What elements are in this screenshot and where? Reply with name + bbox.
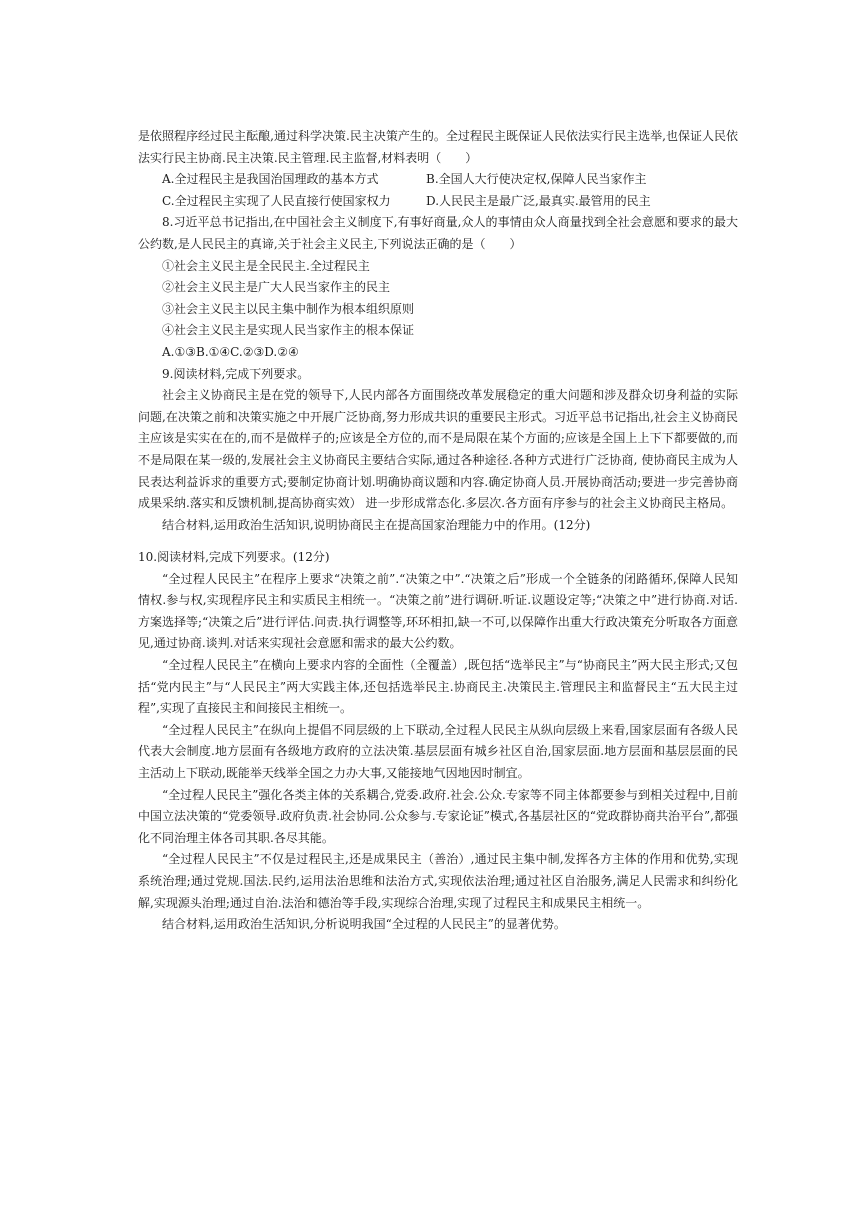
lower-question xyxy=(138,547,738,936)
q8-item-4: ④社会主义民主是实现人民当家作主的根本保证 xyxy=(162,323,415,338)
q9-question: 结合材料,运用政治生活知识,说明协商民主在提高国家治理能力中的作用。(12分) xyxy=(162,517,591,532)
q9-material: 社会主义协商民主是在党的领导下,人民内部各方面围绕改革发展稳定的重大问题和涉及群众切身利益的实际问题,在决策之前和决策实施之中开展广泛协商,努力形成共识的重要民主形式。习近平总书记指出,社会主义协商民主应该是实实在在的,而不是做样子的;应该是全方位的,而不是局限在某个方面的;应该是全国上上下下都要做的,而不是局限在某一级的,发展社会主义协商民主要结合实际,通过各种途径.各种方式进行广泛协商, 使协商民主成为人民表达利益诉求的重要方式;要制定协商计划.明确协商议题和内容.确定协商人员.开展协商活动;要进一步完善协商成果采纳.落实和反馈机制,提高协商实效） 进一步形成常态化.多层次.各方面有序参与的社会主义协商民主格局。 xyxy=(138,388,738,511)
q7-option-a: A.全过程民主是我国治国理政的基本方式 xyxy=(162,172,379,187)
q7-option-c: C.全过程民主实现了人民直接行使国家权力 xyxy=(162,193,391,208)
q8-item-2: ②社会主义民主是广大人民当家作主的民主 xyxy=(162,280,391,295)
q10-paragraph: “全过程人民民主”不仅是过程民主,还是成果民主（善治）,通过民主集中制,发挥各方主体的作用和优势,实现系统治理;通过党规.国法.民约,运用法治思维和法治方式,实现依法治理;通过社区自治服务,满足人民需求和纠纷化解,实现源头治理;通过自治.法治和德治等手段,实现综合治理,实现了过程民主和成果民主相统一。 xyxy=(138,852,738,910)
q10-paragraph: “全过程人民民主”在程序上要求“决策之前”.“决策之中”.“决策之后”形成一个全链条的闭路循环,保障人民知情权.参与权,实现程序民主和实质民主相统一。“决策之前”进行调研.听证.议题设定等;“决策之中”进行协商.对话.方案选择等;“决策之后”进行评估.问责.执行调整等,环环相扣,缺一不可,以保障作出重大行政决策充分听取各方面意见,通过协商.谈判.对话来实现社会意愿和需求的最大公约数。 xyxy=(138,571,738,651)
q7-options-row-1 xyxy=(138,169,738,191)
q9-title: 9.阅读材料,完成下列要求。 xyxy=(162,366,310,381)
q7-option-d: D.人民民主是最广泛,最真实.最管用的民主 xyxy=(426,193,651,208)
upper-questions xyxy=(138,126,738,536)
q10-paragraph: “全过程人民民主”在纵向上提倡不同层级的上下联动,全过程人民民主从纵向层级上来看,国家层面有各级人民代表大会制度.地方层面有各级地方政府的立法决策.基层层面有城乡社区自治,国家层面.地方层面和基层层面的民主活动上下联动,既能举天线举全国之力办大事,又能接地气因地因时制宜。 xyxy=(138,722,738,780)
q7-options-row-2 xyxy=(138,191,738,213)
q7-option-b: B.全国人大行使决定权,保障人民当家作主 xyxy=(426,172,647,187)
q8-item-3: ③社会主义民主以民主集中制作为根本组织原则 xyxy=(162,301,415,316)
q10-title: 10.阅读材料,完成下列要求。(12分) xyxy=(138,550,330,564)
q8-item-1: ①社会主义民主是全民民主.全过程民主 xyxy=(162,258,370,273)
q10-paragraph: “全过程人民民主”强化各类主体的关系耦合,党委.政府.社会.公众.专家等不同主体都要参与到相关过程中,目前中国立法决策的“党委领导.政府负责.社会协同.公众参与.专家论证”模式,各基层社区的“党政群协商共治平台”,都强化不同治理主体各司其职.各尽其能。 xyxy=(138,787,738,845)
q8-choices: A.①③B.①④C.②③D.②④ xyxy=(162,344,299,359)
q10-paragraph: “全过程人民民主”在横向上要求内容的全面性（全覆盖）,既包括“选举民主”与“协商民主”两大民主形式;又包括“党内民主”与“人民民主”两大实践主体,还包括选举民主.协商民主.决策民主.管理民主和监督民主“五大民主过程”,实现了直接民主和间接民主相统一。 xyxy=(138,657,738,716)
q8-stem: 8.习近平总书记指出,在中国社会主义制度下,有事好商量,众人的事情由众人商量找到全社会意愿和要求的最大公约数,是人民民主的真谛,关于社会主义民主,下列说法正确的是（ ） xyxy=(138,215,738,251)
q10-question: 结合材料,运用政治生活知识,分析说明我国“全过程的人民民主”的显著优势。 xyxy=(162,917,566,932)
q7-stem-continued: 是依照程序经过民主酝酿,通过科学决策.民主决策产生的。全过程民主既保证人民依法实行民主选举,也保证人民依法实行民主协商.民主决策.民主管理.民主监督,材料表明（ ） xyxy=(138,129,738,165)
